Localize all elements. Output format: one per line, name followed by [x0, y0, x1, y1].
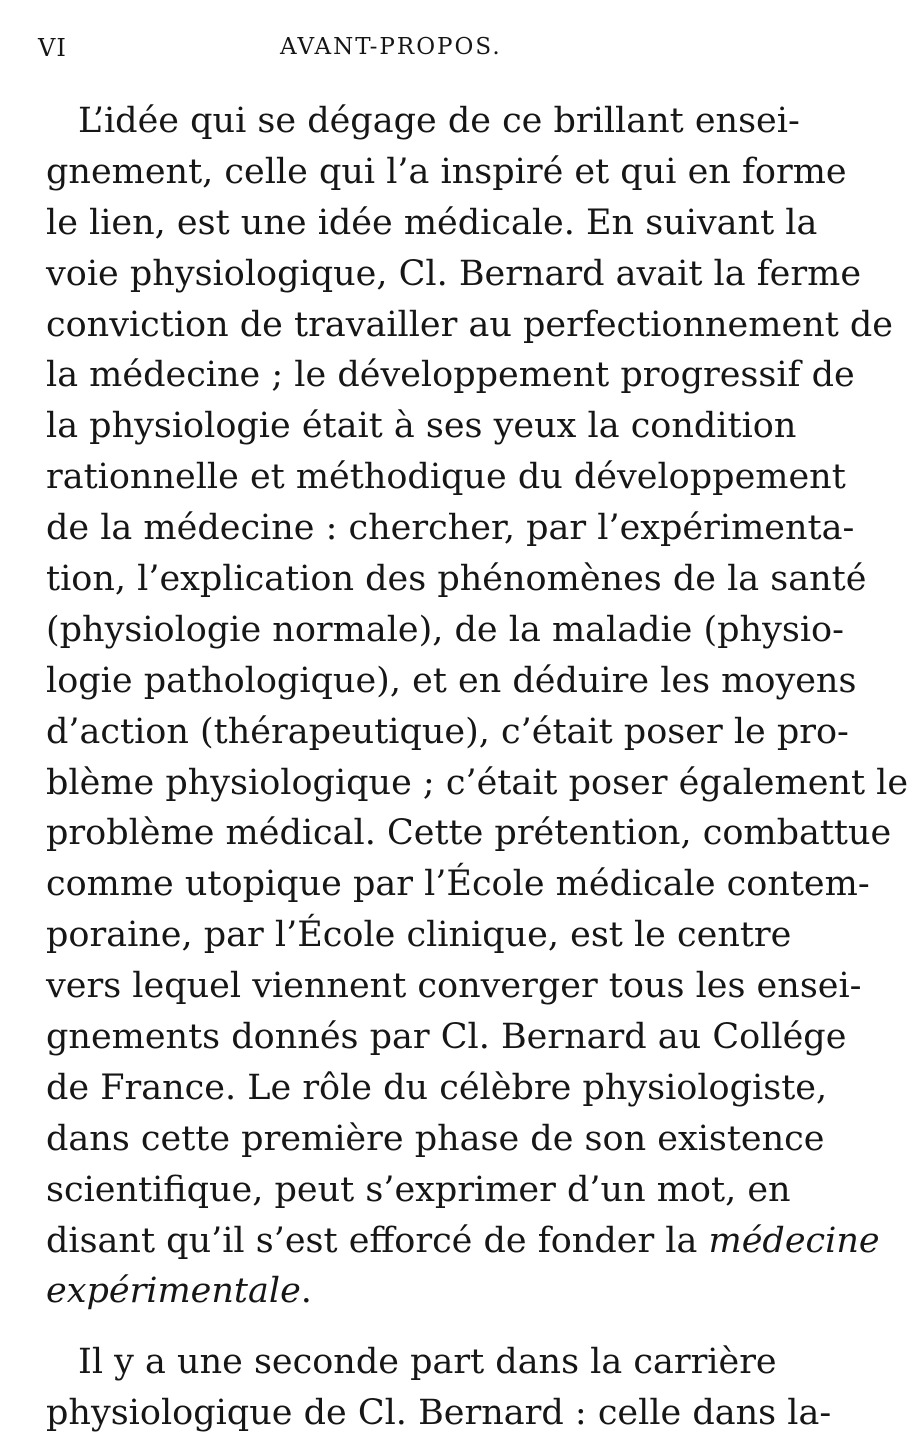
text-line: logie pathologique), et en déduire les moyens — [46, 660, 857, 701]
text-line: de la médecine : chercher, par l’expérimenta- — [46, 508, 855, 549]
final-punctuation: . — [300, 1271, 312, 1312]
text-line: rationnelle et méthodique du développement — [46, 457, 846, 498]
text-line: voie physiologique, Cl. Bernard avait la ferme — [46, 253, 862, 294]
text-line: conviction de travailler au perfectionnement de — [46, 304, 894, 345]
text-line: blème physiologique ; c’était poser également le — [46, 762, 908, 803]
text-line: Il y a une seconde part dans la carrière — [78, 1342, 777, 1383]
text-line: dans cette première phase de son existence — [46, 1118, 825, 1159]
italic-term: médecine — [708, 1220, 880, 1261]
text-line: d’action (thérapeutique), c’était poser le pro- — [46, 711, 849, 752]
text-line: comme utopique par l’École médicale contem- — [46, 864, 870, 905]
text-line: gnement, celle qui l’a inspiré et qui en forme — [46, 151, 847, 192]
text-line: problème médical. Cette prétention, combattue — [46, 813, 892, 854]
text-line: vers lequel viennent converger tous les ensei- — [46, 966, 862, 1007]
text-span: disant qu’il s’est efforcé de fonder la — [46, 1220, 698, 1261]
text-line: L’idée qui se dégage de ce brillant ensei- — [78, 101, 800, 141]
text-line: gnements donnés par Cl. Bernard au Collége — [46, 1017, 847, 1058]
text-line: la médecine ; le développement progressif de — [46, 355, 855, 396]
text-line: scientifique, peut s’exprimer d’un mot, en — [46, 1169, 791, 1210]
page-number: VI — [38, 34, 67, 62]
text-line: physiologique de Cl. Bernard : celle dans la- — [46, 1393, 832, 1434]
paragraph-2 — [46, 1337, 832, 1439]
text-line-with-italic — [46, 1216, 880, 1267]
text-line-italic — [46, 1266, 764, 1317]
text-line: de France. Le rôle du célèbre physiologiste, — [46, 1067, 828, 1108]
body-text — [46, 96, 908, 1439]
text-line: la physiologie était à ses yeux la condition — [46, 406, 797, 447]
page-header — [0, 34, 800, 74]
text-line: le lien, est une idée médicale. En suivant la — [46, 202, 818, 243]
text-line: (physiologie normale), de la maladie (physio- — [46, 609, 844, 650]
text-line: tion, l’explication des phénomènes de la santé — [46, 559, 867, 600]
paragraph-1 — [46, 96, 908, 1317]
running-head: AVANT-PROPOS. — [280, 34, 502, 60]
italic-term: expérimentale — [46, 1271, 301, 1312]
text-line: poraine, par l’École clinique, est le centre — [46, 915, 792, 956]
